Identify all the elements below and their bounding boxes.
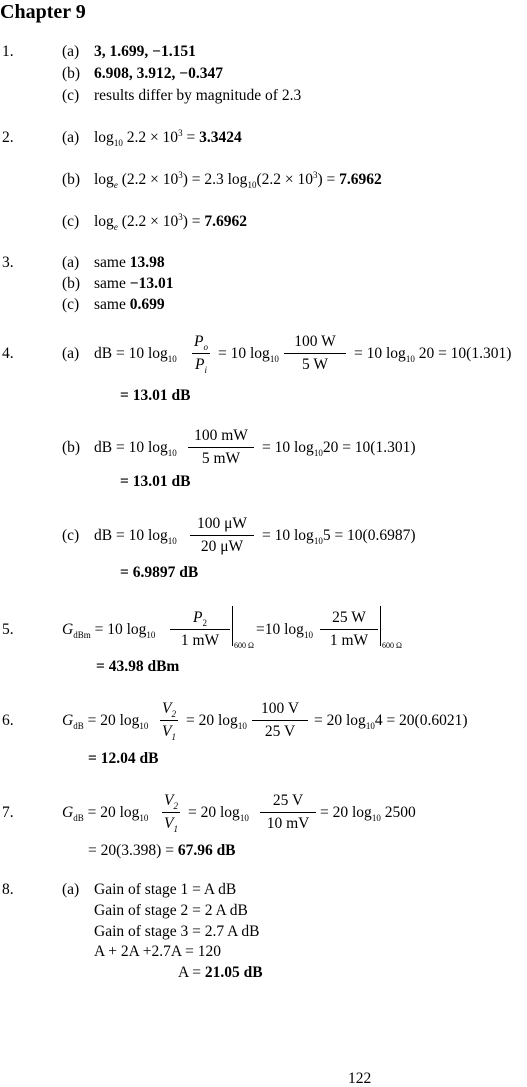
equation-lhs: dB = 10 $\log_{10}$ [94, 345, 177, 365]
problem-number: 1. [2, 43, 14, 60]
part-label: (a) [62, 254, 80, 271]
chapter-title: Chapter 9 [0, 1, 86, 23]
problem-number: 8. [2, 881, 14, 898]
result: = 12.04 dB [88, 750, 159, 767]
fraction: $\frac{25 V}{10 mV}$ [260, 793, 316, 831]
part-label: (c) [62, 87, 80, 104]
part-label: (b) [62, 171, 81, 188]
problem-number: 7. [2, 804, 14, 821]
result: A = 21.05 dB [178, 964, 263, 981]
part-label: (a) [62, 129, 80, 146]
work-line: Gain of stage 3 = 2.7 A dB [94, 923, 260, 940]
equation-rhs: = 10 $\log_{10} 20 = 10(1.301)$ [354, 345, 512, 365]
part-label: (b) [62, 439, 81, 456]
fraction: $\frac{V_2}{V_1}$ [164, 792, 178, 834]
fraction: $\frac{P_o}{P_i}$ [194, 333, 208, 375]
equation-lhs: $G_{dB} = 20$ $\log_{10}$ [62, 712, 149, 732]
evaluation-bar [380, 606, 381, 646]
equation-rhs: = 20 $\log_{10}4 = 20(0.6021)$ [314, 712, 468, 732]
fraction: $\frac{P_2}{1 mW}$ [170, 610, 230, 648]
equation: $\log_e (2.2 \times 10^3) = 7.6962$ [94, 211, 247, 233]
part-label: (a) [62, 345, 80, 362]
work-line: A + 2A +2.7A = 120 [94, 943, 221, 960]
answer-text: same 0.699 [94, 296, 165, 313]
fraction: $\frac{100 W}{5 W}$ [284, 334, 346, 372]
part-label: (c) [62, 213, 80, 230]
fraction: $\frac{25 W}{1 mW}$ [320, 610, 378, 648]
result: = 6.9897 dB [120, 564, 199, 581]
work-line: Gain of stage 1 = A dB [94, 881, 237, 898]
problem-number: 3. [2, 254, 14, 271]
equation-mid: =10 $\log_{10}$ [256, 621, 313, 641]
result: = 13.01 dB [120, 387, 191, 404]
page-number: 122 [348, 1070, 372, 1087]
answer-text: results differ by magnitude of 2.3 [94, 87, 302, 104]
part-label: (c) [62, 296, 80, 313]
answer-text: same 13.98 [94, 254, 165, 271]
equation: $\log_{10} 2.2 \times 10^3 = 3.3424$ [94, 127, 242, 149]
equation-rhs: = 10 $\log_{10}20 = 10(1.301)$ [262, 439, 416, 459]
equation-mid: = 20 $\log_{10}$ [188, 804, 249, 824]
equation-lhs: dB = 10 $\log_{10}$ [94, 527, 177, 547]
equation: $\log_e (2.2 \times 10^3) = 2.3$ $\log_{10}(2.2 \times 10^3) = 7.6962$ [94, 169, 382, 191]
problem-number: 4. [2, 345, 14, 362]
equation-mid: = 20 $\log_{10}$ [186, 712, 247, 732]
evaluation-subscript: 600 Ω [234, 641, 254, 650]
equation-mid: = 10 $\log_{10}$ [218, 345, 279, 365]
part-label: (b) [62, 275, 81, 292]
answer-text: 6.908, 3.912, −0.347 [94, 65, 223, 82]
fraction: $\frac{100 \mu W}{20 \mu W}$ [190, 516, 254, 554]
answer-text: 3, 1.699, −1.151 [94, 43, 196, 60]
answer-text: same −13.01 [94, 275, 174, 292]
part-label: (c) [62, 527, 80, 544]
equation-lhs: $G_{dB} = 20$ $\log_{10}$ [62, 804, 149, 824]
problem-number: 2. [2, 129, 14, 146]
work-line: Gain of stage 2 = 2 A dB [94, 902, 248, 919]
problem-number: 6. [2, 712, 14, 729]
equation-rhs: = 10 $\log_{10}5 = 10(0.6987)$ [262, 527, 416, 547]
evaluation-bar [232, 606, 233, 646]
fraction: $\frac{V_2}{V_1}$ [162, 700, 176, 742]
equation-rhs: = 20 $\log_{10} 2500$ [320, 804, 416, 824]
problem-number: 5. [2, 621, 14, 638]
equation-lhs: dB = 10 $\log_{10}$ [94, 439, 177, 459]
part-label: (a) [62, 43, 80, 60]
evaluation-subscript: 600 Ω [382, 641, 402, 650]
result: = 20(3.398) = 67.96 dB [88, 842, 236, 859]
fraction: $\frac{100 mW}{5 mW}$ [188, 428, 254, 466]
part-label: (b) [62, 65, 81, 82]
equation-lhs: $G_{dBm} = 10$ $\log_{10}$ [62, 621, 156, 641]
result: = 13.01 dB [120, 473, 191, 490]
part-label: (a) [62, 881, 80, 898]
result: = 43.98 dBm [96, 658, 180, 675]
fraction: $\frac{100 V}{25 V}$ [252, 701, 308, 739]
